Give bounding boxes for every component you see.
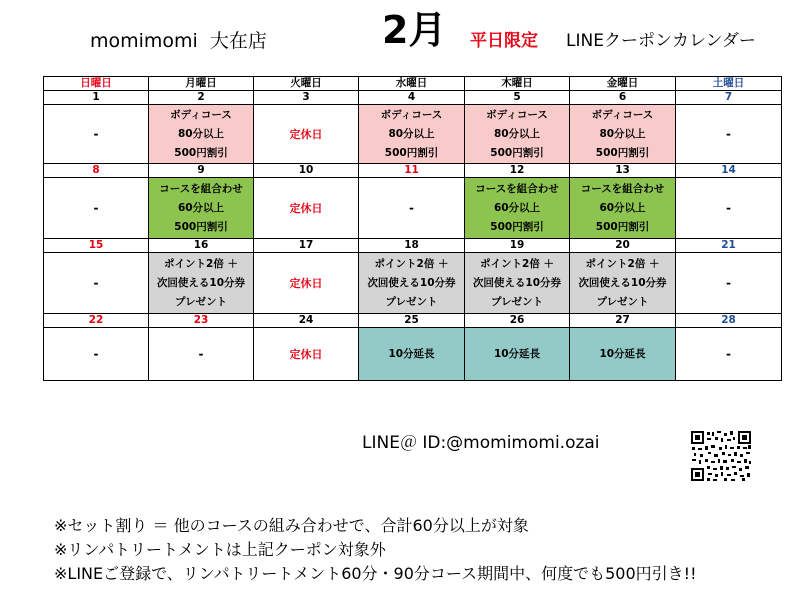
coupon-line: 500円割引 — [174, 146, 228, 159]
coupon-line: プレゼント — [596, 295, 649, 308]
coupon-line: - — [726, 200, 731, 215]
coupon-line: 次回使える10分券 — [472, 276, 562, 289]
coupon-cell — [465, 253, 570, 314]
coupon-line: 10分延長 — [493, 347, 541, 360]
coupon-cell — [359, 253, 465, 314]
coupon-row — [44, 105, 782, 164]
coupon-cell — [149, 328, 254, 381]
date-cell: 28 — [676, 314, 782, 328]
coupon-line: - — [198, 346, 204, 361]
qr-code-icon — [690, 430, 752, 482]
date-row — [44, 239, 782, 253]
coupon-cell — [570, 253, 676, 314]
coupon-line: ポイント2倍 ＋ — [480, 257, 554, 270]
date-row — [44, 91, 782, 105]
coupon-line: プレゼント — [174, 295, 228, 308]
date-cell: 25 — [359, 314, 465, 328]
coupon-line: 500円割引 — [595, 220, 650, 233]
date-cell: 6 — [570, 91, 676, 105]
coupon-line: コースを組合わせ — [580, 182, 665, 195]
month-label: 2月 — [382, 8, 447, 52]
coupon-cell — [149, 105, 254, 164]
store-branch: 大在店 — [209, 30, 267, 52]
line-id: LINE＠ ID:@momimomi.ozai — [362, 433, 600, 453]
date-cell: 23 — [149, 314, 254, 328]
coupon-line: プレゼント — [490, 295, 544, 308]
coupon-cell — [359, 178, 465, 239]
store-name — [90, 26, 267, 53]
coupon-row — [44, 178, 782, 239]
coupon-line: - — [726, 346, 731, 361]
date-cell: 16 — [149, 239, 254, 253]
coupon-line: 500円割引 — [490, 220, 544, 233]
coupon-cell — [149, 253, 254, 314]
date-cell: 14 — [676, 164, 782, 178]
date-cell: 27 — [570, 314, 676, 328]
coupon-line: 次回使える10分券 — [578, 276, 667, 289]
date-cell: 26 — [465, 314, 570, 328]
coupon-cell — [44, 253, 149, 314]
coupon-line: 500円割引 — [174, 220, 228, 233]
date-cell: 11 — [359, 164, 465, 178]
date-cell: 17 — [254, 239, 359, 253]
coupon-cell — [676, 178, 782, 239]
weekday-fri: 金曜日 — [570, 77, 676, 91]
coupon-line: 60分以上 — [493, 201, 541, 214]
note-item: ※セット割り ＝ 他のコースの組み合わせで、合計60分以上が対象 — [54, 516, 529, 535]
coupon-line: ポイント2倍 ＋ — [585, 257, 660, 270]
date-cell: 12 — [465, 164, 570, 178]
date-cell: 1 — [44, 91, 149, 105]
date-cell: 24 — [254, 314, 359, 328]
coupon-line: - — [93, 346, 99, 361]
closed-label: 定休日 — [289, 201, 323, 215]
date-cell: 4 — [359, 91, 465, 105]
coupon-row — [44, 328, 782, 381]
date-cell: 7 — [676, 91, 782, 105]
date-cell: 5 — [465, 91, 570, 105]
date-cell: 22 — [44, 314, 149, 328]
coupon-line: 次回使える10分券 — [367, 276, 456, 289]
date-cell: 8 — [44, 164, 149, 178]
coupon-line: 80分以上 — [493, 127, 541, 140]
coupon-line: コースを組合わせ — [475, 182, 559, 195]
coupon-line: - — [93, 200, 99, 215]
date-cell: 19 — [465, 239, 570, 253]
coupon-cell — [570, 178, 676, 239]
coupon-line: 60分以上 — [177, 201, 225, 214]
date-cell: 15 — [44, 239, 149, 253]
coupon-line: 500円割引 — [490, 146, 544, 159]
coupon-line: 次回使える10分券 — [156, 276, 246, 289]
weekday-sun: 日曜日 — [44, 77, 149, 91]
weekday-sat: 土曜日 — [676, 77, 782, 91]
closed-day-cell — [254, 328, 359, 381]
coupon-line: 10分延長 — [599, 347, 646, 360]
coupon-line: - — [409, 200, 414, 215]
coupon-cell — [465, 105, 570, 164]
coupon-line: ボディコース — [486, 108, 548, 121]
date-cell: 2 — [149, 91, 254, 105]
coupon-line: 80分以上 — [599, 127, 646, 140]
coupon-line: 60分以上 — [599, 201, 646, 214]
calendar-title: LINEクーポンカレンダー — [566, 31, 756, 51]
date-cell: 3 — [254, 91, 359, 105]
coupon-cell — [676, 105, 782, 164]
weekday-only-label: 平日限定 — [470, 31, 538, 51]
weekday-header-row — [44, 77, 782, 91]
coupon-cell — [676, 253, 782, 314]
coupon-line: - — [93, 275, 99, 290]
store-brand: momimomi — [90, 30, 198, 52]
date-cell: 20 — [570, 239, 676, 253]
coupon-cell — [359, 105, 465, 164]
notes — [54, 514, 696, 586]
coupon-line: コースを組合わせ — [159, 182, 243, 195]
note-item: ※LINEご登録で、リンパトリートメント60分・90分コース期間中、何度でも500円引き!! — [54, 564, 697, 583]
coupon-line: ボディコース — [380, 108, 443, 121]
coupon-calendar — [43, 76, 782, 381]
coupon-row — [44, 253, 782, 314]
date-cell: 21 — [676, 239, 782, 253]
weekday-mon: 月曜日 — [149, 77, 254, 91]
coupon-cell — [676, 328, 782, 381]
coupon-line: - — [726, 126, 731, 141]
coupon-cell — [149, 178, 254, 239]
coupon-line: 80分以上 — [177, 127, 225, 140]
date-cell: 18 — [359, 239, 465, 253]
date-cell: 10 — [254, 164, 359, 178]
coupon-line: プレゼント — [385, 295, 438, 308]
date-row — [44, 164, 782, 178]
coupon-cell — [570, 105, 676, 164]
coupon-cell — [44, 328, 149, 381]
coupon-line: ボディコース — [170, 108, 232, 121]
closed-day-cell — [254, 178, 359, 239]
closed-label: 定休日 — [289, 347, 323, 361]
weekday-thu: 木曜日 — [465, 77, 570, 91]
coupon-line: ポイント2倍 ＋ — [164, 257, 238, 270]
closed-day-cell — [254, 105, 359, 164]
coupon-line: 500円割引 — [384, 146, 439, 159]
coupon-cell — [44, 105, 149, 164]
date-cell: 13 — [570, 164, 676, 178]
date-cell: 9 — [149, 164, 254, 178]
coupon-line: 500円割引 — [595, 146, 650, 159]
closed-day-cell — [254, 253, 359, 314]
coupon-line: - — [726, 275, 731, 290]
coupon-cell — [465, 178, 570, 239]
date-row — [44, 314, 782, 328]
weekday-wed: 水曜日 — [359, 77, 465, 91]
note-item: ※リンパトリートメントは上記クーポン対象外 — [54, 540, 386, 559]
closed-label: 定休日 — [289, 276, 323, 290]
coupon-line: ポイント2倍 ＋ — [374, 257, 449, 270]
coupon-line: 10分延長 — [388, 347, 435, 360]
coupon-line: 80分以上 — [388, 127, 435, 140]
coupon-cell — [465, 328, 570, 381]
coupon-line: ボディコース — [591, 108, 654, 121]
coupon-cell — [44, 178, 149, 239]
coupon-line: - — [93, 126, 99, 141]
weekday-tue: 火曜日 — [254, 77, 359, 91]
closed-label: 定休日 — [289, 127, 323, 141]
coupon-cell — [359, 328, 465, 381]
coupon-cell — [570, 328, 676, 381]
